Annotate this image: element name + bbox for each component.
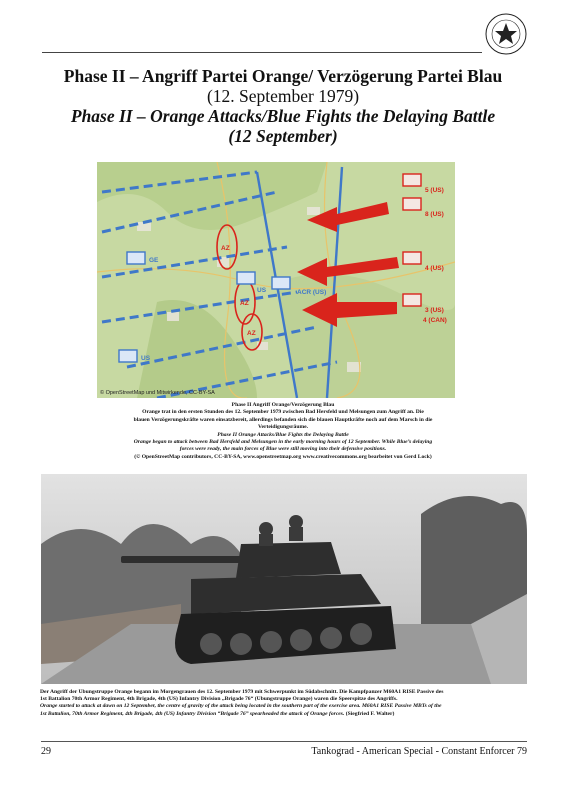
map-caption-en-1: Orange began to attack between Bad Hersfeld and Melsungen in the early morning hours of 12 September. While Blue’s delaying <box>133 439 433 446</box>
unit-label-az-1: AZ <box>221 245 230 252</box>
unit-label-8us: 8 (US) <box>425 211 444 218</box>
unit-label-us-2: US <box>141 355 151 362</box>
unit-label-az-3: AZ <box>247 330 256 337</box>
map-caption <box>36 402 530 461</box>
unit-label-us-1: US <box>257 287 267 294</box>
photo-caption-de-1: Der Angriff der Übungstruppe Orange begann im Morgengrauen des 12. September 1979 mit Schwerpunkt im Südabschnitt. Die Kampfpanzer M60A1 RISE Passive des <box>40 689 444 695</box>
unit-label-4us: 4 (US) <box>425 265 444 272</box>
photo-graphic <box>41 474 527 684</box>
heading-english: Phase II – Orange Attacks/Blue Fights the Delaying Battle <box>70 106 496 126</box>
heading-english-date: (12 September) <box>228 126 338 146</box>
map-caption-de-1: Orange trat in den ersten Stunden des 12. September 1979 zwischen Bad Hersfeld und Melsungen zum Angriff an. Die <box>142 409 424 416</box>
unit-label-ge: GE <box>149 257 159 264</box>
heading-german: Phase II – Angriff Partei Orange/ Verzögerung Partei Blau <box>63 66 503 86</box>
footer-rule <box>41 741 527 742</box>
map-caption-de-2: blauen Verzögerungskräfte waren einsatzbereit, allerdings befanden sich die blauen Hauptkräfte noch auf dem Marsch in die <box>133 416 433 423</box>
tank-photo <box>41 474 527 684</box>
tankograd-emblem-icon <box>484 12 528 56</box>
heading-german-date: (12. September 1979) <box>206 86 360 106</box>
map-graphic <box>97 162 455 398</box>
unit-label-5us: 5 (US) <box>425 187 444 194</box>
map-caption-en-title: Phase II Orange Attacks/Blue Fights the Delaying Battle <box>217 431 349 438</box>
page-number: 29 <box>41 746 51 757</box>
publisher-logo <box>484 12 528 56</box>
map-caption-title: Phase II Angriff Orange/Verzögerung Blau <box>231 402 335 408</box>
running-title: Tankograd - American Special - Constant Enforcer 79 <box>311 746 527 757</box>
map-credit: © OpenStreetMap und Mitwirkende, CC-BY-SA <box>100 390 215 396</box>
map-caption-credit: (© OpenStreetMap contributors, CC-BY-SA, www.openstreetmap.org www.creativecommons.org bearbeitet von Gerd Lock) <box>134 453 432 460</box>
photo-caption-de-2: 1st Battalion 70th Armor Regiment, 4th Brigade, 4th (US) Infantry Division „Brigade 76“ (Übungstruppe Orange) waren die Speerspitze des Angriffs. <box>40 696 398 703</box>
unit-label-3us: 3 (US) <box>425 307 444 314</box>
map-caption-de-3: Verteidigungsräume. <box>258 424 308 431</box>
page-heading <box>30 66 536 146</box>
photo-caption-en-2-text: 1st Battalion, 70th Armor Regiment, 4th Brigade, 4th (US) Infantry Division “Brigade 76” spearheaded the attack of Orange forces. <box>40 710 345 717</box>
unit-label-4can: 4 (CAN) <box>423 317 447 324</box>
photo-caption-credit: (Siegfried F. Walter) <box>345 710 395 717</box>
photo-caption-en-1: Orange started to attack at dawn on 12 September, the centre of gravity of the attack being located in the southern part of the exercise area. M60A1 RISE Passive MBTs of the <box>40 703 442 710</box>
map-caption-en-2: forces were ready, the main forces of Blue were still moving into their defensive positions. <box>179 446 387 453</box>
exercise-map <box>97 162 455 398</box>
photo-caption-en-2 <box>40 711 530 718</box>
unit-label-acr: ACR (US) <box>297 289 327 296</box>
unit-label-az-2: AZ <box>240 300 249 307</box>
photo-caption <box>40 689 530 718</box>
top-rule <box>42 52 482 53</box>
